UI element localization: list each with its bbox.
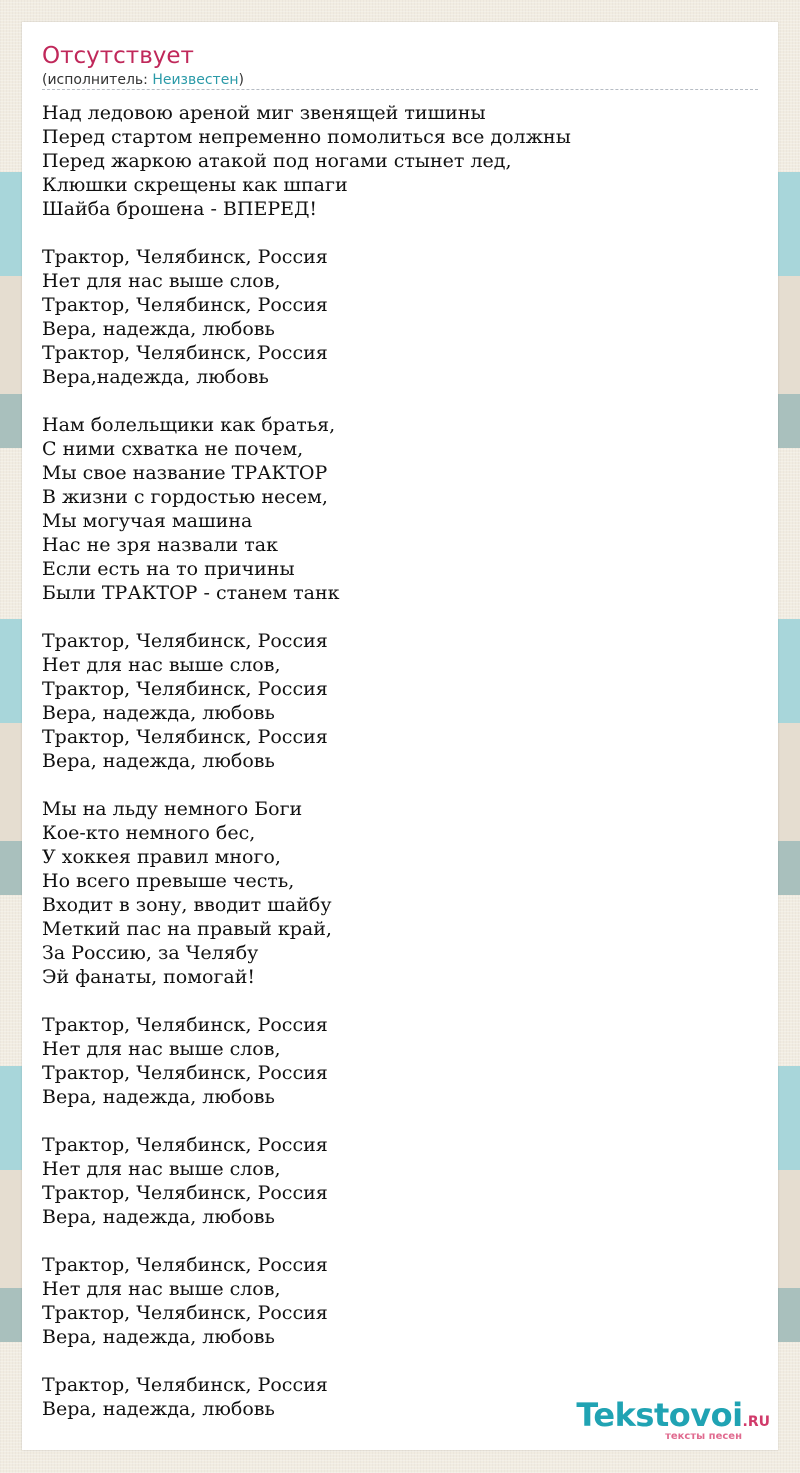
artist-suffix: )	[238, 72, 244, 88]
lyrics-card	[22, 22, 778, 1450]
title-divider	[42, 89, 758, 90]
logo-wordmark: Tekstovoi	[576, 1396, 743, 1434]
artist-line	[42, 71, 244, 89]
song-title: Отсутствует	[42, 43, 194, 69]
logo-domain-suffix: .RU	[742, 1414, 770, 1430]
logo-tagline: тексты песен	[665, 1431, 742, 1442]
artist-prefix: (исполнитель:	[42, 72, 153, 88]
lyrics-text: Над ледовою ареной миг звенящей тишины Перед стартом непременно помолиться все должны Перед жаркою атакой под ногами стынет лед, Клюшки скрещены как шпаги Шайба брошена - ВПЕРЕД! Трактор, Челябинск, Россия Нет для нас выше слов, Трактор, Челябинск, Россия Вера, надежда, любовь Трактор, Челябинск, Россия Вера,надежда, любовь Нам болельщики как братья, С ними схватка не почем, Мы свое название ТРАКТОР В жизни с гордостью несем, Мы могучая машина Нас не зря назвали так Если есть на то причины Были ТРАКТОР - станем танк Трактор, Челябинск, Россия Нет для нас выше слов, Трактор, Челябинск, Россия Вера, надежда, любовь Трактор, Челябинск, Россия Вера, надежда, любовь Мы на льду немного Боги Кое-кто немного бес, У хоккея правил много, Но всего превыше честь, Входит в зону, вводит шайбу Меткий пас на правый край, За Россию, за Челябу Эй фанаты, помогай! Трактор, Челябинск, Россия Нет для нас выше слов, Трактор, Челябинск, Россия Вера, надежда, любовь Трактор, Челябинск, Россия Нет для нас выше слов, Трактор, Челябинск, Россия Вера, надежда, любовь Трактор, Челябинск, Россия Нет для нас выше слов, Трактор, Челябинск, Россия Вера, надежда, любовь Трактор, Челябинск, Россия Вера, надежда, любовь	[42, 102, 571, 1420]
site-logo[interactable]	[560, 1398, 770, 1442]
artist-link[interactable]: Неизвестен	[152, 72, 239, 88]
